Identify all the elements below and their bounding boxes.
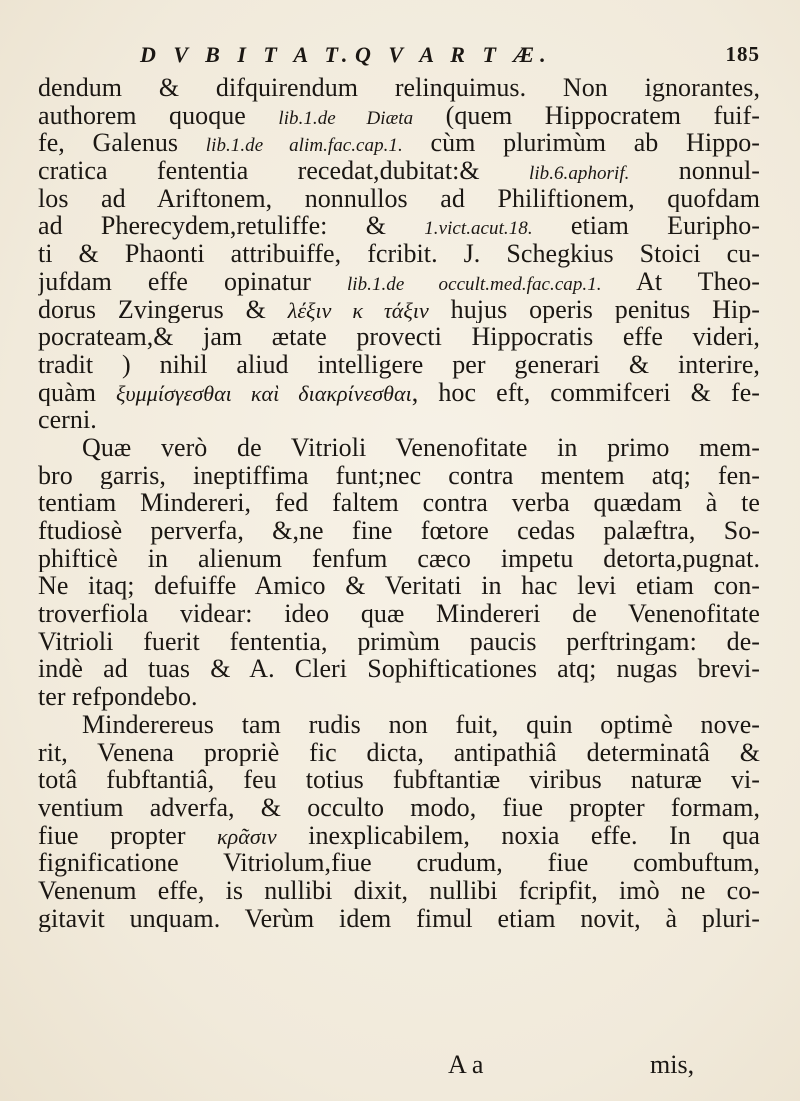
text-run: fe, Galenus (38, 129, 206, 158)
text-run: Vitrioli fuerit fententia, primùm paucis perftringam: de- (38, 627, 760, 656)
text-line (38, 296, 760, 324)
catchword: mis, (650, 1050, 695, 1079)
greek-text: λέξιν κ τάξιν (287, 297, 429, 323)
text-line (38, 794, 760, 822)
text-line (38, 379, 760, 407)
text-line (38, 517, 760, 545)
text-run: phifticè in alienum fenfum cæco impetu detorta,pugnat. (38, 544, 760, 573)
text-run: Venenum effe, is nullibi dixit, nullibi fcripfit, imò ne co- (38, 876, 760, 905)
text-run: cerni. (38, 406, 97, 434)
text-run: fiue propter (38, 821, 218, 850)
text-run: totâ fubftantiâ, feu totius fubftantiæ viribus naturæ vi- (38, 766, 760, 794)
text-run: cùm plurimùm ab Hippo- (402, 129, 760, 158)
text-run: jufdam effe opinatur (38, 267, 347, 296)
text-line (38, 683, 760, 711)
text-run: At Theo- (601, 267, 760, 296)
text-line (38, 74, 760, 102)
text-run: quàm (38, 378, 117, 407)
text-line (38, 600, 760, 628)
text-run: ti & Phaonti attribuiffe, fcribit. J. Schegkius Stoici cu- (38, 240, 760, 268)
text-run: cratica fententia recedat,dubitat:& (38, 157, 529, 185)
text-run: tradit ) nihil aliud intelligere per generari & interire, (38, 350, 760, 379)
text-run: ftudiosè perverfa, &,ne fine fœtore cedas palæftra, So- (38, 517, 760, 545)
text-line (38, 351, 760, 379)
page-number: 185 (725, 42, 760, 66)
text-line (38, 185, 760, 213)
text-line (38, 157, 760, 185)
text-line (38, 655, 760, 683)
citation: lib.1.de Diæta (278, 107, 414, 129)
text-line (38, 462, 760, 490)
text-run: fignificatione Vitriolum,fiue crudum, fiue combuftum, (38, 849, 760, 877)
text-run: gitavit unquam. Verùm idem fimul etiam novit, à pluri- (38, 904, 760, 933)
text-line (38, 434, 760, 462)
text-run: indè ad tuas & A. Cleri Sophifticationes atq; nugas brevi- (38, 655, 760, 684)
running-title-left: D V B I T A T. (140, 42, 354, 67)
text-line (38, 877, 760, 905)
text-run: rit, Venena propriè fic dicta, antipathiâ determinatâ & (38, 738, 760, 767)
greek-text: κρᾶσιν (217, 823, 277, 849)
text-block (38, 74, 760, 932)
text-line (38, 849, 760, 877)
text-run: bro garris, ineptiffima funt;nec contra mentem atq; fen- (38, 461, 760, 490)
text-run: troverfiola videar: ideo quæ Mindereri de Venenofitate (38, 600, 760, 628)
running-title-center: Q V A R T Æ. (355, 42, 552, 67)
citation: 1.vict.acut.18. (424, 218, 533, 240)
text-line (38, 240, 760, 268)
text-run: tentiam Mindereri, fed faltem contra verba quædam à te (38, 489, 760, 517)
text-run: Quæ verò de Vitrioli Venenofitate in primo mem- (82, 433, 760, 462)
text-run: ventium adverfa, & occulto modo, fiue propter formam, (38, 793, 760, 822)
text-line (38, 628, 760, 656)
text-run: , hoc eft, commifceri & fe- (411, 378, 760, 407)
text-line (38, 102, 760, 130)
text-run: hujus operis penitus Hip- (428, 295, 760, 324)
text-line (38, 766, 760, 794)
text-line (38, 268, 760, 296)
text-line (38, 323, 760, 351)
page-footer (0, 1050, 800, 1080)
text-run: etiam Euripho- (532, 212, 760, 241)
text-run: nonnul- (629, 157, 760, 185)
greek-text: ξυμμίσγεσθαι καὶ διακρίνεσθαι (116, 380, 412, 406)
text-run: authorem quoque (38, 101, 279, 130)
text-run: (quem Hippocratem fuif- (413, 101, 760, 130)
running-header (140, 38, 760, 72)
text-line (38, 129, 760, 157)
text-run: dendum & difquirendum relinquimus. Non ignorantes, (38, 74, 760, 102)
text-line (38, 711, 760, 739)
text-line (38, 489, 760, 517)
text-run: los ad Ariftonem, nonnullos ad Philiftionem, quofdam (38, 184, 760, 213)
text-line (38, 545, 760, 573)
citation: lib.1.de alim.fac.cap.1. (205, 135, 403, 157)
text-line (38, 905, 760, 933)
citation: lib.6.aphorif. (528, 163, 630, 185)
signature-mark: A a (448, 1050, 484, 1079)
text-line (38, 739, 760, 767)
text-line (38, 822, 760, 850)
text-run: Ne itaq; defuiffe Amico & Veritati in hac levi etiam con- (38, 572, 760, 601)
text-line (38, 212, 760, 240)
text-line (38, 572, 760, 600)
text-run: ad Pherecydem,retuliffe: & (38, 212, 425, 241)
text-line (38, 406, 760, 434)
text-run: inexplicabilem, noxia effe. In qua (276, 821, 760, 850)
citation: lib.1.de occult.med.fac.cap.1. (346, 273, 602, 295)
text-run: Minderereus tam rudis non fuit, quin optimè nove- (82, 710, 760, 739)
text-run: pocrateam,& jam ætate provecti Hippocratis effe videri, (38, 323, 760, 351)
text-run: dorus Zvingerus & (38, 295, 288, 324)
text-run: ter refpondebo. (38, 683, 198, 711)
